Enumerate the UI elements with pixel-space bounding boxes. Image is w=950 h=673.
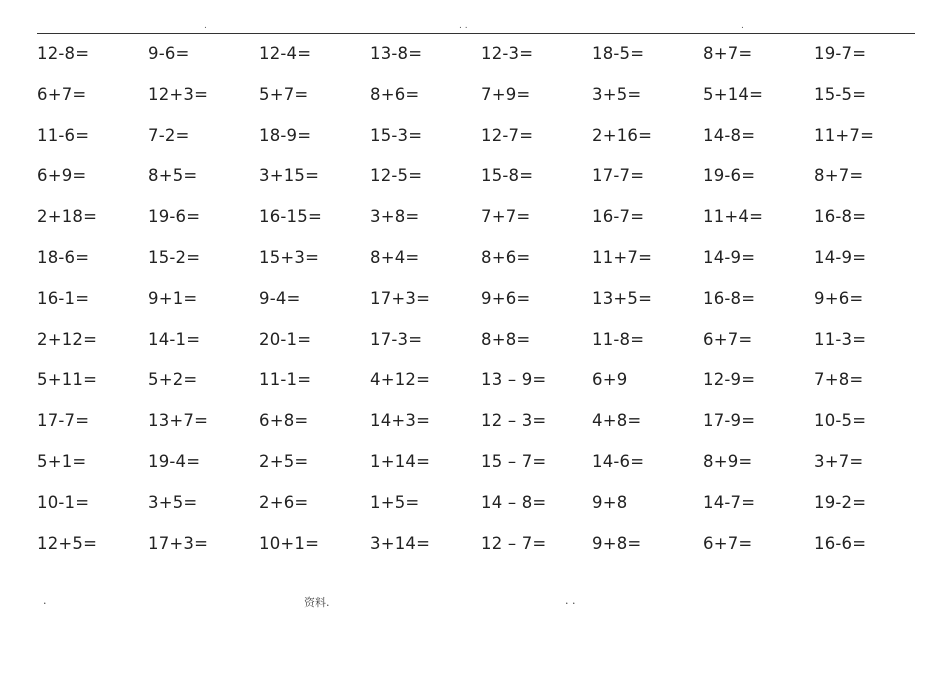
math-problem: 11-6= (37, 125, 90, 145)
math-problem: 15-5= (814, 84, 867, 104)
math-problem: 15+3= (259, 247, 320, 267)
math-problem: 3+5= (148, 492, 198, 512)
math-problem: 3+14= (370, 533, 431, 553)
math-problem: 14-1= (148, 329, 201, 349)
math-problem: 9+8 (592, 492, 628, 512)
math-problem: 9+6= (481, 288, 531, 308)
math-problem: 14-6= (592, 451, 645, 471)
math-problem: 5+11= (37, 370, 98, 390)
math-problem: 12 – 7= (481, 533, 547, 553)
math-problem: 19-6= (148, 207, 201, 227)
math-problem: 12+5= (37, 533, 98, 553)
math-problem: 2+18= (37, 207, 98, 227)
math-problem: 7+9= (481, 84, 531, 104)
math-problem: 3+8= (370, 207, 420, 227)
math-problem: 6+7= (37, 84, 87, 104)
math-problem: 16-8= (703, 288, 756, 308)
math-problem: 17-3= (370, 329, 423, 349)
math-problem: 5+1= (37, 451, 87, 471)
math-problem: 9+8= (592, 533, 642, 553)
math-problem: 17-9= (703, 411, 756, 431)
header-dot: . (741, 21, 744, 31)
math-problem: 13-8= (370, 44, 423, 63)
math-problem: 12-7= (481, 125, 534, 145)
header-dot: . (204, 21, 207, 31)
math-problem: 11+7= (814, 125, 875, 145)
math-problem: 11+4= (703, 207, 764, 227)
math-problem: 2+6= (259, 492, 309, 512)
math-problem: 11+7= (592, 247, 653, 267)
math-problem: 11-3= (814, 329, 867, 349)
math-problem: 16-8= (814, 207, 867, 227)
footer-dot-right: . . (565, 594, 576, 607)
math-problem: 9+1= (148, 288, 198, 308)
math-problem: 8+6= (370, 84, 420, 104)
math-problem: 12-4= (259, 44, 312, 63)
math-problem: 12-3= (481, 44, 534, 63)
math-problem: 15-3= (370, 125, 423, 145)
math-problem: 17-7= (37, 411, 90, 431)
math-problem: 9-6= (148, 44, 190, 63)
math-problem: 8+6= (481, 247, 531, 267)
math-problem: 10+1= (259, 533, 320, 553)
math-problem: 12-9= (703, 370, 756, 390)
math-problem: 7+7= (481, 207, 531, 227)
math-problem: 3+7= (814, 451, 864, 471)
math-problem: 15 – 7= (481, 451, 547, 471)
math-problem: 11-8= (592, 329, 645, 349)
math-problem: 19-2= (814, 492, 867, 512)
math-problem: 16-1= (37, 288, 90, 308)
math-problem: 10-5= (814, 411, 867, 431)
math-problem: 14-8= (703, 125, 756, 145)
math-problem: 6+9 (592, 370, 628, 390)
math-problem: 4+12= (370, 370, 431, 390)
math-problem: 8+8= (481, 329, 531, 349)
math-problem: 2+5= (259, 451, 309, 471)
math-problem: 1+14= (370, 451, 431, 471)
math-problem: 6+7= (703, 533, 753, 553)
math-problem: 8+4= (370, 247, 420, 267)
math-problem: 14-9= (814, 247, 867, 267)
math-problem: 6+7= (703, 329, 753, 349)
math-problem: 17+3= (370, 288, 431, 308)
header-rule (37, 33, 915, 34)
math-problem: 12 – 3= (481, 411, 547, 431)
math-problem: 5+7= (259, 84, 309, 104)
math-problem: 15-8= (481, 166, 534, 186)
math-problem: 8+5= (148, 166, 198, 186)
math-problem: 1+5= (370, 492, 420, 512)
math-problem: 18-5= (592, 44, 645, 63)
math-problem: 14+3= (370, 411, 431, 431)
math-problem: 17-7= (592, 166, 645, 186)
math-problem: 12+3= (148, 84, 209, 104)
math-problem: 14-9= (703, 247, 756, 267)
math-problem: 3+15= (259, 166, 320, 186)
math-problem: 20-1= (259, 329, 312, 349)
footer-dot-left: . (43, 594, 47, 607)
math-problem: 14-7= (703, 492, 756, 512)
math-problem: 16-7= (592, 207, 645, 227)
math-problem: 17+3= (148, 533, 209, 553)
math-problem: 9-4= (259, 288, 301, 308)
math-problem: 12-5= (370, 166, 423, 186)
math-problem: 13 – 9= (481, 370, 547, 390)
math-problem: 18-6= (37, 247, 90, 267)
math-problem: 14 – 8= (481, 492, 547, 512)
math-problem: 7+8= (814, 370, 864, 390)
math-problem: 6+9= (37, 166, 87, 186)
math-problem: 13+7= (148, 411, 209, 431)
math-problem: 2+16= (592, 125, 653, 145)
math-problem: 3+5= (592, 84, 642, 104)
math-problem: 5+14= (703, 84, 764, 104)
math-problem: 9+6= (814, 288, 864, 308)
math-problem: 4+8= (592, 411, 642, 431)
math-problem: 8+7= (703, 44, 753, 63)
math-problem: 15-2= (148, 247, 201, 267)
math-problem: 19-6= (703, 166, 756, 186)
footer-label: 资料. (304, 596, 330, 609)
math-problem: 16-15= (259, 207, 322, 227)
math-problem: 11-1= (259, 370, 312, 390)
math-problem: 12-8= (37, 44, 90, 63)
math-problem: 8+9= (703, 451, 753, 471)
math-problem: 19-7= (814, 44, 867, 63)
math-problem: 7-2= (148, 125, 190, 145)
problem-grid (37, 44, 917, 574)
header-dot: . . (459, 21, 468, 31)
math-problem: 19-4= (148, 451, 201, 471)
math-problem: 5+2= (148, 370, 198, 390)
math-problem: 13+5= (592, 288, 653, 308)
math-problem: 16-6= (814, 533, 867, 553)
math-problem: 2+12= (37, 329, 98, 349)
math-problem: 10-1= (37, 492, 90, 512)
math-problem: 6+8= (259, 411, 309, 431)
math-problem: 18-9= (259, 125, 312, 145)
math-problem: 8+7= (814, 166, 864, 186)
